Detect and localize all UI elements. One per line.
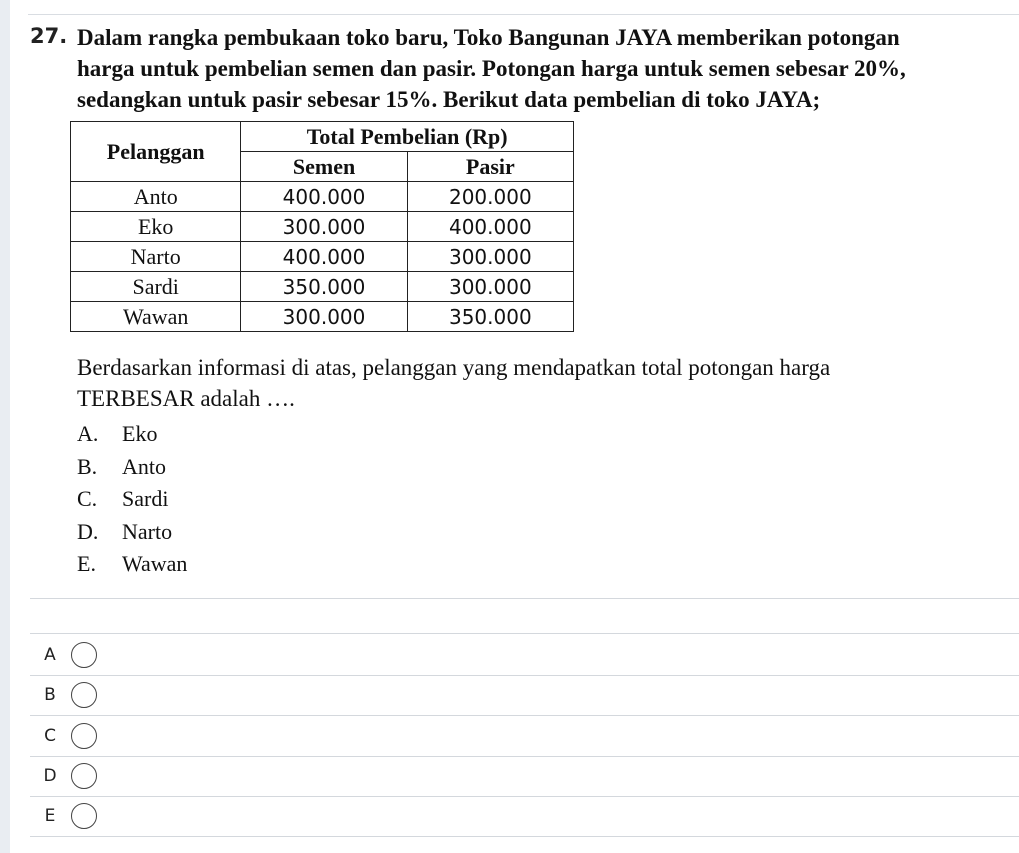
stem-line: Dalam rangka pembukaan toko baru, Toko Bangunan JAYA memberikan potongan xyxy=(77,25,900,50)
option-letter: C. xyxy=(77,486,98,511)
top-divider xyxy=(28,14,1019,15)
answer-option-e[interactable] xyxy=(30,796,1019,836)
option-item xyxy=(77,516,187,549)
radio-button-b[interactable] xyxy=(71,682,97,708)
table-row xyxy=(71,272,574,302)
answer-letter: A xyxy=(44,645,56,665)
option-item xyxy=(77,418,187,451)
question-stem xyxy=(77,22,982,115)
option-list xyxy=(77,418,187,581)
sand-value: 400.000 xyxy=(407,212,573,242)
sand-value: 300.000 xyxy=(407,272,573,302)
option-text: Sardi xyxy=(122,486,169,511)
cement-value: 300.000 xyxy=(241,302,407,332)
option-letter: A. xyxy=(77,421,99,446)
cement-value: 300.000 xyxy=(241,212,407,242)
option-item xyxy=(77,451,187,484)
answer-option-a[interactable] xyxy=(30,635,1019,675)
header-customer: Pelanggan xyxy=(71,122,241,182)
answer-letter: E xyxy=(44,806,56,826)
customer-name: Sardi xyxy=(71,272,241,302)
sand-value: 300.000 xyxy=(407,242,573,272)
answer-letter: C xyxy=(44,726,56,746)
table-row xyxy=(71,242,574,272)
header-cement: Semen xyxy=(241,152,407,182)
answer-section-divider xyxy=(30,598,1019,599)
table-header-row xyxy=(71,122,574,152)
stem-line: harga untuk pembelian semen dan pasir. Potongan harga untuk semen sebesar 20%, xyxy=(77,56,906,81)
table-row xyxy=(71,302,574,332)
answer-option-b[interactable] xyxy=(30,675,1019,715)
prompt-line: TERBESAR adalah …. xyxy=(77,386,295,411)
stem-line: sedangkan untuk pasir sebesar 15%. Berikut data pembelian di toko JAYA; xyxy=(77,87,821,112)
radio-button-c[interactable] xyxy=(71,723,97,749)
purchase-table xyxy=(70,121,574,332)
option-item xyxy=(77,483,187,516)
answer-letter: D xyxy=(43,766,57,786)
question-prompt xyxy=(77,352,975,414)
prompt-line: Berdasarkan informasi di atas, pelanggan yang mendapatkan total potongan harga xyxy=(77,355,831,380)
left-gutter xyxy=(0,0,10,853)
option-text: Anto xyxy=(122,453,166,479)
cement-value: 400.000 xyxy=(241,242,407,272)
option-item xyxy=(77,548,187,581)
answer-letter: B xyxy=(44,685,56,705)
answer-divider xyxy=(30,836,1019,837)
header-total-purchase: Total Pembelian (Rp) xyxy=(241,122,574,152)
option-letter: E. xyxy=(77,551,96,576)
customer-name: Eko xyxy=(71,212,241,242)
answer-divider xyxy=(30,633,1019,634)
table-row xyxy=(71,212,574,242)
radio-button-a[interactable] xyxy=(71,642,97,668)
customer-name: Anto xyxy=(71,182,241,212)
cement-value: 350.000 xyxy=(241,272,407,302)
customer-name: Wawan xyxy=(71,302,241,332)
option-letter: B. xyxy=(77,453,98,479)
table-row xyxy=(71,182,574,212)
answer-option-d[interactable] xyxy=(30,756,1019,796)
radio-button-e[interactable] xyxy=(71,803,97,829)
sand-value: 200.000 xyxy=(407,182,573,212)
option-text: Eko xyxy=(122,421,158,446)
radio-button-d[interactable] xyxy=(71,763,97,789)
option-text: Narto xyxy=(122,518,173,544)
cement-value: 400.000 xyxy=(241,182,407,212)
sand-value: 350.000 xyxy=(407,302,573,332)
option-letter: D. xyxy=(77,518,99,544)
customer-name: Narto xyxy=(71,242,241,272)
header-sand: Pasir xyxy=(407,152,573,182)
option-text: Wawan xyxy=(122,551,188,576)
answer-option-c[interactable] xyxy=(30,716,1019,756)
question-number: 27. xyxy=(30,24,68,48)
